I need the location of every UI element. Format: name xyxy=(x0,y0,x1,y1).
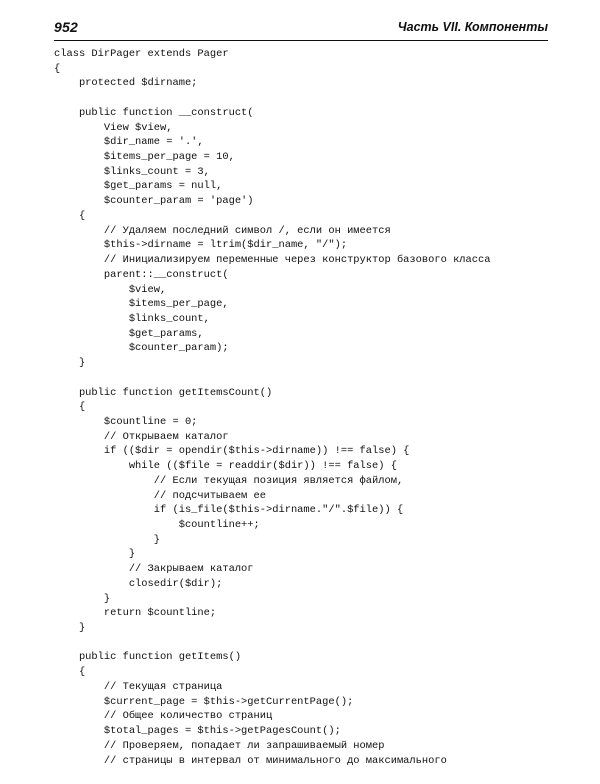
code-line: $items_per_page, xyxy=(54,298,229,311)
code-line: // Текущая страница xyxy=(54,680,223,693)
code-line: $view, xyxy=(54,283,167,296)
code-line: { xyxy=(54,209,86,222)
code-line: $get_params, xyxy=(54,327,204,340)
code-line: return $countline; xyxy=(54,607,217,620)
code-line: if (is_file($this->dirname."/".$file)) { xyxy=(54,504,404,517)
code-line: $counter_param = 'page') xyxy=(54,195,254,208)
code-line: // Открываем каталог xyxy=(54,430,229,443)
code-line: // Если текущая позиция является файлом, xyxy=(54,474,404,487)
code-line: $get_params = null, xyxy=(54,180,223,193)
code-line: $dir_name = '.', xyxy=(54,136,204,149)
code-line: class DirPager extends Pager xyxy=(54,48,229,60)
code-line: // Удаляем последний символ /, если он имеется xyxy=(54,224,391,237)
code-line xyxy=(54,91,554,106)
code-listing xyxy=(54,47,554,768)
code-line: parent::__construct( xyxy=(54,268,229,281)
code-line: $total_pages = $this->getPagesCount(); xyxy=(54,725,341,738)
code-line: } xyxy=(54,357,86,370)
code-line: $current_page = $this->getCurrentPage(); xyxy=(54,695,354,708)
code-line: } xyxy=(54,533,161,546)
code-line: // Инициализируем переменные через конструктор базового класса xyxy=(54,254,491,267)
code-line: closedir($dir); xyxy=(54,577,223,590)
code-line: $this->dirname = ltrim($dir_name, "/"); xyxy=(54,239,348,252)
code-line: $links_count = 3, xyxy=(54,165,210,178)
code-line xyxy=(54,636,554,651)
code-line: } xyxy=(54,592,111,605)
code-line: { xyxy=(54,62,61,75)
code-line: // страницы в интервал от минимального до максимального xyxy=(54,754,447,767)
code-line xyxy=(54,371,554,386)
code-line: public function getItemsCount() xyxy=(54,386,273,399)
code-line: // Проверяем, попадает ли запрашиваемый номер xyxy=(54,739,385,752)
code-line: { xyxy=(54,666,86,679)
code-line: } xyxy=(54,622,86,635)
code-line: { xyxy=(54,401,86,414)
code-line: if (($dir = opendir($this->dirname)) !== false) { xyxy=(54,445,410,458)
code-line: $counter_param); xyxy=(54,342,229,355)
code-line: // подсчитываем ее xyxy=(54,489,267,502)
code-line: $links_count, xyxy=(54,312,210,325)
page-header xyxy=(54,18,548,41)
code-line: $items_per_page = 10, xyxy=(54,151,235,164)
chapter-title: Часть VII. Компоненты xyxy=(397,20,548,34)
code-line: public function __construct( xyxy=(54,106,254,119)
code-line: protected $dirname; xyxy=(54,77,198,90)
code-line: $countline = 0; xyxy=(54,415,198,428)
page-number: 952 xyxy=(54,19,78,35)
code-line: while (($file = readdir($dir)) !== false) { xyxy=(54,460,397,473)
code-line: View $view, xyxy=(54,121,173,134)
code-line: // Общее количество страниц xyxy=(54,710,273,723)
code-line: public function getItems() xyxy=(54,651,242,664)
code-line: } xyxy=(54,548,136,561)
code-line: $countline++; xyxy=(54,519,260,531)
code-line: // Закрываем каталог xyxy=(54,563,254,576)
